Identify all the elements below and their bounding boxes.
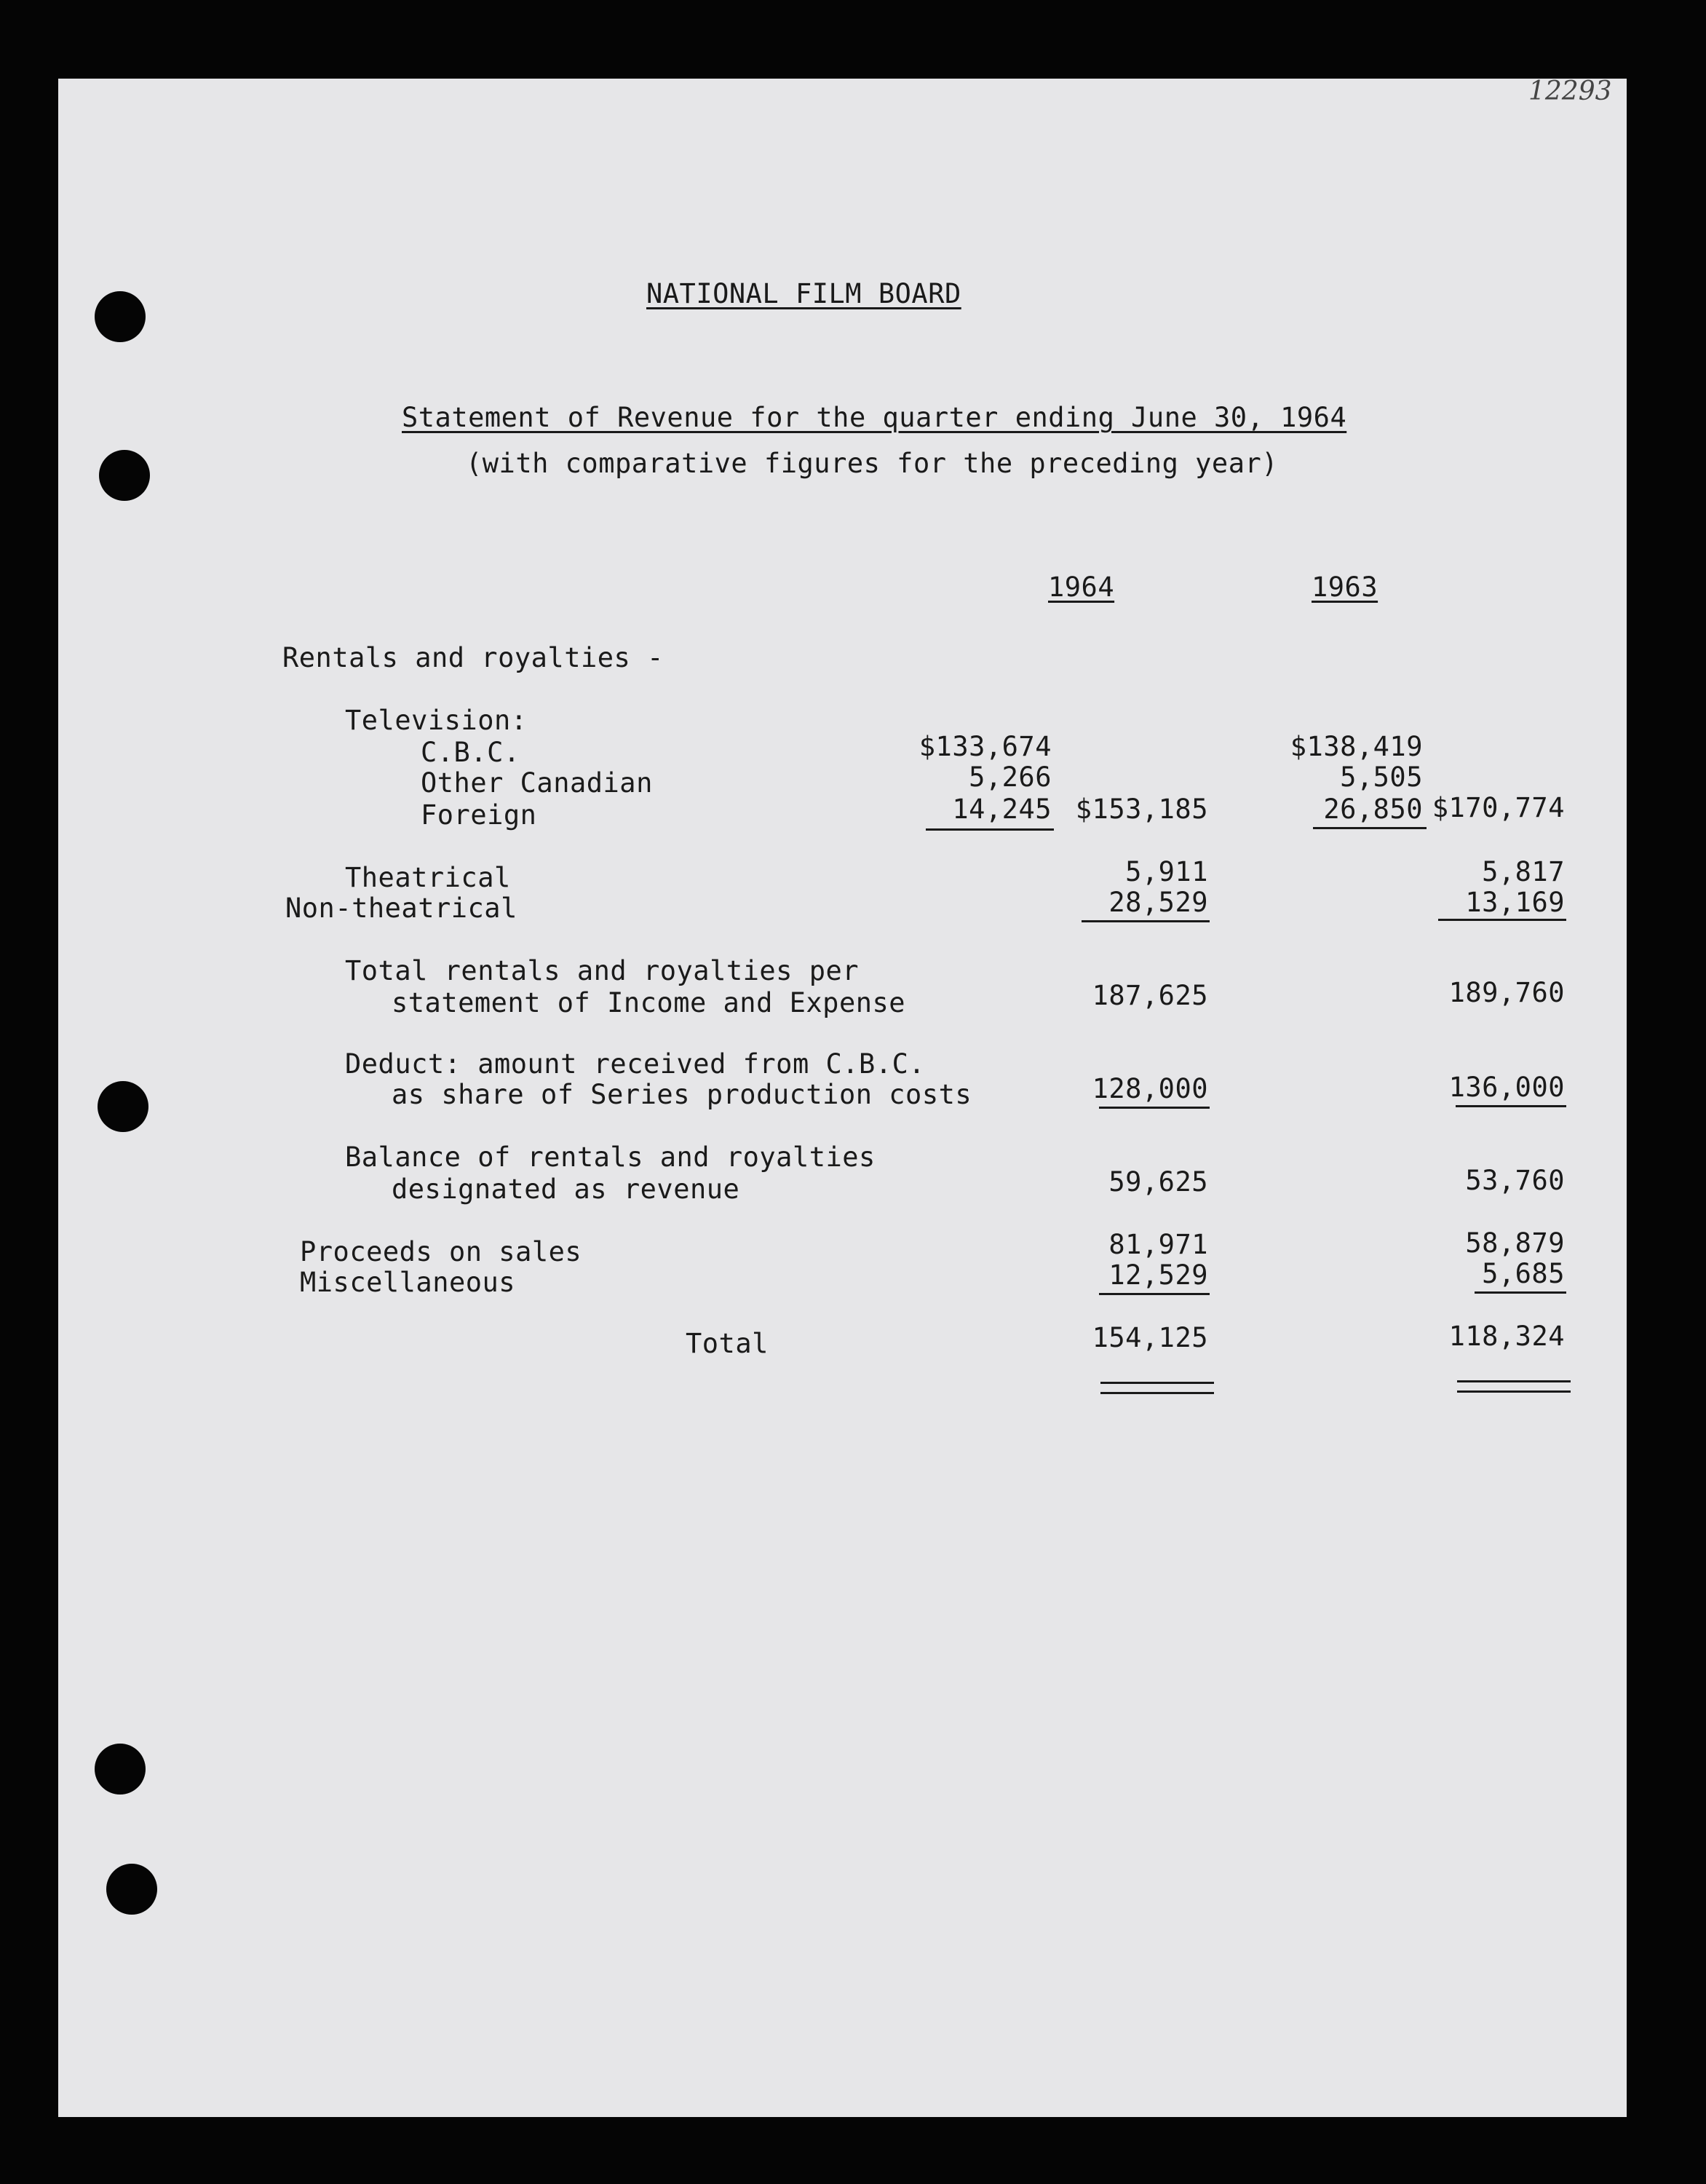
misc-1964-underline — [1099, 1293, 1210, 1295]
balance-1963: 53,760 — [1465, 1165, 1565, 1196]
theatrical-1963: 5,817 — [1482, 856, 1565, 887]
other-canadian-1963: 5,505 — [1340, 761, 1423, 793]
deduct-label-line2: as share of Series production costs — [392, 1079, 972, 1110]
year-1964-header: 1964 — [1048, 571, 1115, 603]
foreign-1964: 14,245 — [952, 794, 1052, 825]
theatrical-1964: 5,911 — [1125, 856, 1208, 887]
foreign-1963: 26,850 — [1323, 794, 1423, 825]
cbc-label: C.B.C. — [421, 737, 520, 768]
total-rentals-1964: 187,625 — [1092, 980, 1208, 1011]
year-1963-header: 1963 — [1312, 571, 1378, 603]
document-title: NATIONAL FILM BOARD — [646, 278, 961, 309]
punch-hole — [106, 1864, 157, 1915]
balance-label: Balance of rentals and royalties — [345, 1142, 876, 1173]
misc-1964: 12,529 — [1108, 1259, 1208, 1291]
proceeds-1964: 81,971 — [1108, 1229, 1208, 1260]
other-canadian-1964: 5,266 — [969, 761, 1052, 793]
punch-hole — [99, 450, 150, 501]
total-1964: 154,125 — [1092, 1322, 1208, 1353]
document-subtitle-note: (with comparative figures for the preceding year) — [466, 448, 1279, 479]
punch-hole — [95, 291, 146, 342]
foreign-1964-underline — [926, 828, 1054, 831]
total-label: Total — [686, 1328, 769, 1359]
deduct-label: Deduct: amount received from C.B.C. — [345, 1048, 926, 1080]
rentals-heading: Rentals and royalties - — [282, 642, 664, 673]
non-theatrical-1963-underline — [1438, 919, 1566, 921]
proceeds-1963: 58,879 — [1465, 1227, 1565, 1259]
television-total-1964: $153,185 — [1075, 794, 1208, 825]
cbc-1964: $133,674 — [919, 731, 1052, 762]
deduct-1963-underline — [1456, 1105, 1566, 1107]
total-rentals-1963: 189,760 — [1448, 977, 1565, 1008]
document-subtitle: Statement of Revenue for the quarter ending June 30, 1964 — [402, 402, 1347, 433]
page-number-stamp: 12293 — [1528, 76, 1612, 106]
television-heading: Television: — [345, 705, 528, 736]
balance-1964: 59,625 — [1108, 1166, 1208, 1198]
non-theatrical-1964: 28,529 — [1108, 887, 1208, 918]
cbc-1963: $138,419 — [1290, 731, 1423, 762]
total-1964-double-underline — [1100, 1392, 1214, 1394]
punch-hole — [95, 1744, 146, 1795]
foreign-label: Foreign — [421, 799, 537, 831]
total-rentals-label-line2: statement of Income and Expense — [392, 987, 906, 1018]
balance-label-line2: designated as revenue — [392, 1174, 740, 1205]
total-1963: 118,324 — [1448, 1321, 1565, 1352]
misc-1963: 5,685 — [1482, 1258, 1565, 1289]
non-theatrical-1963: 13,169 — [1465, 887, 1565, 918]
deduct-1964-underline — [1099, 1107, 1210, 1109]
misc-label: Miscellaneous — [300, 1267, 516, 1298]
non-theatrical-1964-underline — [1082, 920, 1210, 922]
misc-1963-underline — [1475, 1291, 1566, 1294]
total-rentals-label: Total rentals and royalties per — [345, 955, 860, 986]
theatrical-label: Theatrical — [345, 862, 511, 893]
total-1963-double-underline — [1457, 1390, 1571, 1393]
television-total-1963: $170,774 — [1432, 792, 1565, 823]
foreign-1963-underline — [1313, 827, 1427, 829]
total-1963-double-underline — [1457, 1380, 1571, 1382]
non-theatrical-label: Non-theatrical — [285, 893, 517, 924]
total-1964-double-underline — [1100, 1382, 1214, 1384]
proceeds-label: Proceeds on sales — [300, 1236, 582, 1267]
other-canadian-label: Other Canadian — [421, 767, 653, 799]
punch-hole — [98, 1081, 148, 1132]
deduct-1964: 128,000 — [1092, 1073, 1208, 1104]
deduct-1963: 136,000 — [1448, 1072, 1565, 1103]
